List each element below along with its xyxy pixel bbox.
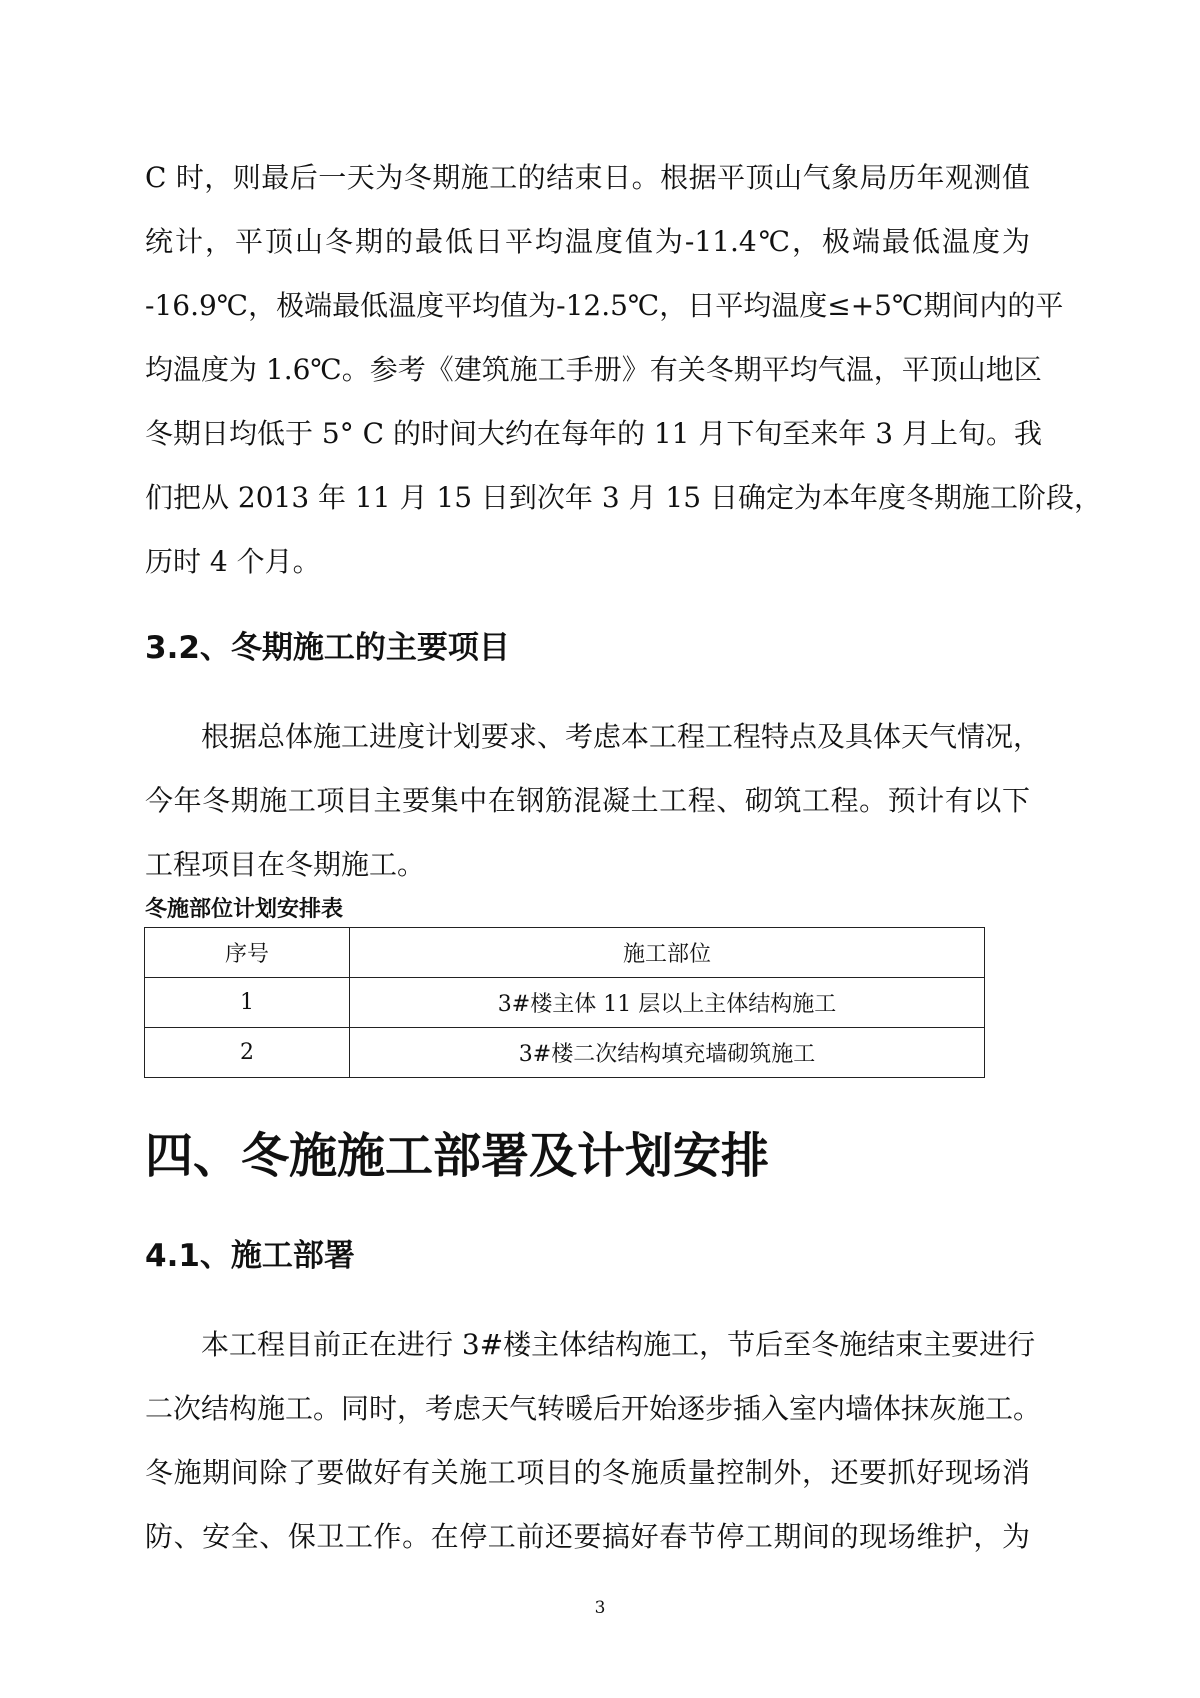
table-caption: 冬施部位计划安排表 bbox=[145, 897, 344, 922]
table-cell: 3#楼二次结构填充墙砌筑施工 bbox=[350, 1028, 985, 1078]
section-heading-4-1: 4.1、施工部署 bbox=[145, 1238, 355, 1274]
table-cell: 3#楼主体 11 层以上主体结构施工 bbox=[350, 978, 985, 1028]
section-heading-3-2: 3.2、冬期施工的主要项目 bbox=[145, 630, 510, 666]
paragraph-line: 本工程目前正在进行 3#楼主体结构施工，节后至冬施结束主要进行 bbox=[201, 1328, 1036, 1361]
paragraph-line: 二次结构施工。同时，考虑天气转暖后开始逐步插入室内墙体抹灰施工。 bbox=[145, 1392, 1042, 1425]
paragraph-line: 历时 4 个月。 bbox=[145, 545, 321, 578]
paragraph-line: C 时，则最后一天为冬期施工的结束日。根据平顶山气象局历年观测值 bbox=[145, 161, 1030, 194]
table-row bbox=[145, 1028, 985, 1078]
winter-construction-plan-table bbox=[144, 927, 985, 1078]
paragraph-line: -16.9℃，极端最低温度平均值为-12.5℃，日平均温度≤+5℃期间内的平 bbox=[145, 289, 1064, 322]
paragraph-line: 们把从 2013 年 11 月 15 日到次年 3 月 15 日确定为本年度冬期施工阶段， bbox=[145, 481, 1102, 514]
paragraph-line: 冬期日均低于 5° C 的时间大约在每年的 11 月下旬至来年 3 月上旬。我 bbox=[145, 417, 1042, 450]
paragraph-line: 统计，平顶山冬期的最低日平均温度值为-11.4℃，极端最低温度为 bbox=[145, 225, 1030, 258]
chapter-heading-4: 四、冬施施工部署及计划安排 bbox=[145, 1128, 770, 1184]
paragraph-line: 防、安全、保卫工作。在停工前还要搞好春节停工期间的现场维护，为 bbox=[145, 1520, 1030, 1553]
paragraph-line: 冬施期间除了要做好有关施工项目的冬施质量控制外，还要抓好现场消 bbox=[145, 1456, 1030, 1489]
paragraph-line: 工程项目在冬期施工。 bbox=[145, 848, 426, 881]
table-cell: 2 bbox=[145, 1028, 350, 1078]
table-header-row bbox=[145, 928, 985, 978]
paragraph-line: 均温度为 1.6℃。参考《建筑施工手册》有关冬期平均气温，平顶山地区 bbox=[145, 353, 1042, 386]
table-row bbox=[145, 978, 985, 1028]
page-number: 3 bbox=[594, 1598, 606, 1618]
table-cell: 1 bbox=[145, 978, 350, 1028]
table-header-cell: 序号 bbox=[145, 928, 350, 978]
paragraph-line: 今年冬期施工项目主要集中在钢筋混凝土工程、砌筑工程。预计有以下 bbox=[145, 784, 1030, 817]
table-header-cell: 施工部位 bbox=[350, 928, 985, 978]
paragraph-line: 根据总体施工进度计划要求、考虑本工程工程特点及具体天气情况， bbox=[201, 720, 1042, 753]
